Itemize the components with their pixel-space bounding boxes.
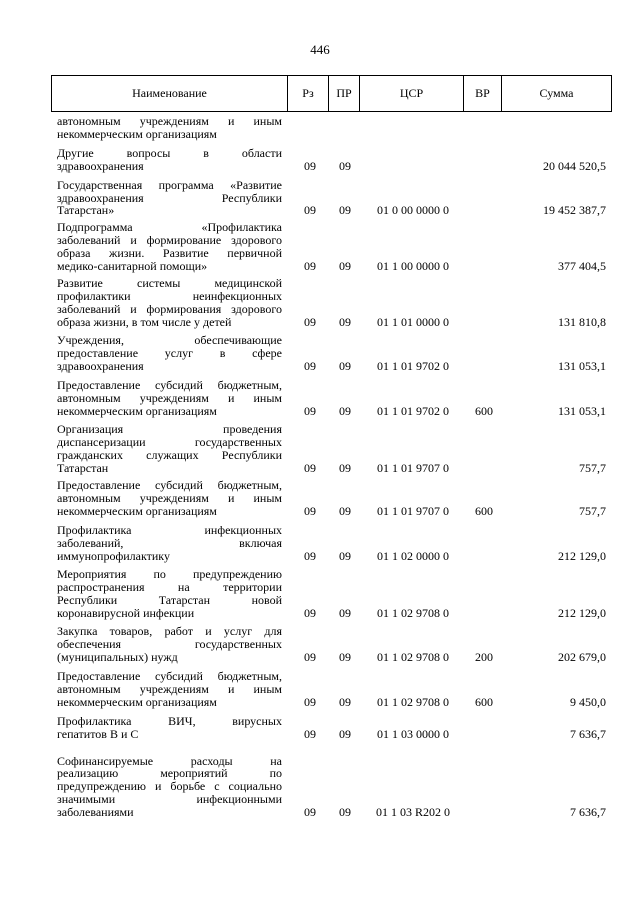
header-sum: Сумма bbox=[502, 76, 612, 112]
row-name-line: коронавирусной инфекции bbox=[57, 605, 195, 620]
row-name-line: значимыми инфекционными bbox=[57, 792, 282, 807]
row-sum: 131 053,1 bbox=[558, 359, 606, 374]
row-name bbox=[57, 524, 282, 563]
row-csr: 01 1 02 9708 0 bbox=[377, 605, 449, 620]
table-row bbox=[0, 217, 640, 273]
row-pr: 09 bbox=[339, 694, 351, 709]
row-name bbox=[57, 568, 282, 620]
row-pr: 09 bbox=[339, 460, 351, 475]
row-name bbox=[57, 625, 282, 664]
row-name bbox=[57, 670, 282, 709]
row-name-line: автономным учреждениям и иным bbox=[57, 682, 282, 696]
row-name-line: образа жизни. Развитие первичной bbox=[57, 246, 282, 261]
header-csr: ЦСР bbox=[360, 76, 464, 112]
row-name-line: иммунопрофилактику bbox=[57, 548, 170, 563]
row-sum: 212 129,0 bbox=[558, 605, 606, 620]
row-sum: 377 404,5 bbox=[558, 258, 606, 273]
row-name-line: Другие вопросы в области bbox=[57, 145, 282, 160]
row-vr: 600 bbox=[475, 403, 493, 418]
row-sum: 19 452 387,7 bbox=[543, 203, 606, 218]
row-rz: 09 bbox=[304, 650, 316, 665]
row-name-line: Профилактика ВИЧ, вирусных bbox=[57, 713, 282, 728]
row-name-line: Государственная программа «Развитие bbox=[57, 177, 282, 192]
table-row bbox=[0, 173, 640, 218]
row-sum: 131 810,8 bbox=[558, 314, 606, 329]
table-row bbox=[0, 141, 640, 173]
row-sum: 757,7 bbox=[579, 460, 606, 475]
row-name-line: Подпрограмма «Профилактика bbox=[57, 220, 282, 235]
row-name bbox=[57, 423, 282, 475]
row-name-line: Республики Татарстан новой bbox=[57, 592, 282, 607]
row-name-line: здравоохранения bbox=[57, 359, 144, 374]
row-name-line: Софинансируемые расходы на bbox=[57, 753, 282, 768]
row-name-line: реализацию мероприятий по bbox=[57, 766, 282, 781]
row-rz: 09 bbox=[304, 548, 316, 563]
row-sum: 131 053,1 bbox=[558, 403, 606, 418]
row-pr: 09 bbox=[339, 650, 351, 665]
table-row bbox=[0, 474, 640, 518]
row-csr: 01 0 00 0000 0 bbox=[377, 203, 449, 218]
header-rz: Рз bbox=[288, 76, 329, 112]
row-vr: 200 bbox=[475, 650, 493, 665]
table-row bbox=[0, 741, 640, 820]
table-header bbox=[51, 75, 612, 112]
row-name-line: автономным учреждениям и иным bbox=[57, 391, 282, 406]
row-csr: 01 1 02 9708 0 bbox=[377, 694, 449, 709]
header-name: Наименование bbox=[52, 76, 288, 112]
row-name-line: Организация проведения bbox=[57, 421, 282, 436]
row-name bbox=[57, 179, 282, 218]
row-name-line: образа жизни, в том числе у детей bbox=[57, 314, 232, 329]
row-csr: 01 1 03 R202 0 bbox=[375, 805, 450, 820]
row-pr: 09 bbox=[339, 403, 351, 418]
row-name-line: медико-санитарной помощи» bbox=[57, 259, 208, 273]
row-pr: 09 bbox=[339, 504, 351, 519]
table-row bbox=[0, 619, 640, 664]
row-name bbox=[57, 755, 282, 820]
row-name-line: заболеваний и формирования здорового bbox=[57, 301, 282, 316]
row-rz: 09 bbox=[304, 359, 316, 374]
row-rz: 09 bbox=[304, 694, 316, 709]
row-sum: 20 044 520,5 bbox=[543, 158, 606, 173]
row-name-line: диспансеризации государственных bbox=[57, 434, 282, 449]
row-name-line: гепатитов В и С bbox=[57, 726, 139, 741]
row-name-line: обеспечения государственных bbox=[57, 637, 282, 652]
row-name-line: Татарстан» bbox=[57, 203, 115, 218]
row-name-line: здравоохранения bbox=[57, 158, 144, 173]
row-name bbox=[57, 715, 282, 741]
row-name-line: автономным учреждениям и иным bbox=[57, 114, 282, 128]
row-pr: 09 bbox=[339, 258, 351, 273]
row-rz: 09 bbox=[304, 403, 316, 418]
header-pr: ПР bbox=[329, 76, 360, 112]
row-pr: 09 bbox=[339, 158, 351, 173]
row-name bbox=[57, 479, 282, 518]
row-name bbox=[57, 115, 282, 141]
row-name bbox=[57, 147, 282, 173]
row-pr: 09 bbox=[339, 203, 351, 218]
row-sum: 212 129,0 bbox=[558, 548, 606, 563]
row-csr: 01 1 02 0000 0 bbox=[377, 548, 449, 563]
row-csr: 01 1 03 0000 0 bbox=[377, 726, 449, 741]
row-name-line: заболеваниями bbox=[57, 805, 134, 820]
row-name-line: заболеваний и формирование здорового bbox=[57, 233, 282, 248]
row-name bbox=[57, 221, 282, 273]
row-sum: 7 636,7 bbox=[570, 726, 606, 741]
row-rz: 09 bbox=[304, 158, 316, 173]
row-rz: 09 bbox=[304, 460, 316, 475]
row-name bbox=[57, 277, 282, 329]
row-csr: 01 1 01 9707 0 bbox=[377, 460, 449, 475]
table-row bbox=[0, 518, 640, 563]
table-row bbox=[0, 709, 640, 741]
budget-rows bbox=[0, 115, 640, 819]
row-name-line: Предоставление субсидий бюджетным, bbox=[57, 378, 282, 393]
row-csr: 01 1 00 0000 0 bbox=[377, 258, 449, 273]
row-csr: 01 1 02 9708 0 bbox=[377, 650, 449, 665]
table-row bbox=[0, 664, 640, 709]
row-name-line: здравоохранения Республики bbox=[57, 190, 282, 205]
row-sum: 202 679,0 bbox=[558, 650, 606, 665]
row-rz: 09 bbox=[304, 605, 316, 620]
table-row bbox=[0, 418, 640, 475]
row-vr: 600 bbox=[475, 694, 493, 709]
table-row bbox=[0, 115, 640, 141]
row-sum: 757,7 bbox=[579, 504, 606, 519]
row-name-line: некоммерческим организациям bbox=[57, 504, 217, 519]
row-rz: 09 bbox=[304, 504, 316, 519]
row-name-line: Закупка товаров, работ и услуг для bbox=[57, 624, 282, 639]
row-name bbox=[57, 379, 282, 418]
row-pr: 09 bbox=[339, 359, 351, 374]
row-csr: 01 1 01 0000 0 bbox=[377, 314, 449, 329]
table-row bbox=[0, 273, 640, 329]
row-name bbox=[57, 334, 282, 373]
row-name-line: Учреждения, обеспечивающие bbox=[57, 333, 282, 348]
table-row bbox=[0, 373, 640, 418]
row-name-line: Татарстан bbox=[57, 460, 109, 475]
row-name-line: Профилактика инфекционных bbox=[57, 523, 282, 538]
row-name-line: Предоставление субсидий бюджетным, bbox=[57, 478, 282, 493]
row-rz: 09 bbox=[304, 314, 316, 329]
row-csr: 01 1 01 9702 0 bbox=[377, 403, 449, 418]
row-name-line: профилактики неинфекционных bbox=[57, 288, 282, 303]
table-row bbox=[0, 328, 640, 373]
row-name-line: предоставление услуг в сфере bbox=[57, 346, 282, 361]
row-name-line: заболеваний, включая bbox=[57, 536, 282, 551]
row-pr: 09 bbox=[339, 605, 351, 620]
row-name-line: некоммерческим организациям bbox=[57, 694, 217, 709]
row-sum: 7 636,7 bbox=[570, 805, 606, 820]
row-name-line: автономным учреждениям и иным bbox=[57, 491, 282, 506]
row-vr: 600 bbox=[475, 504, 493, 519]
row-name-line: Предоставление субсидий бюджетным, bbox=[57, 669, 282, 684]
page-number: 446 bbox=[310, 42, 330, 57]
row-sum: 9 450,0 bbox=[570, 694, 606, 709]
row-name-line: некоммерческим организациям bbox=[57, 403, 217, 418]
row-pr: 09 bbox=[339, 548, 351, 563]
row-name-line: предупреждению и борьбе с социально bbox=[57, 779, 282, 794]
row-pr: 09 bbox=[339, 726, 351, 741]
row-name-line: некоммерческим организациям bbox=[57, 126, 217, 141]
row-name-line: распространения на территории bbox=[57, 579, 282, 594]
row-pr: 09 bbox=[339, 314, 351, 329]
row-rz: 09 bbox=[304, 805, 316, 820]
row-csr: 01 1 01 9707 0 bbox=[377, 504, 449, 519]
row-pr: 09 bbox=[339, 805, 351, 820]
header-vr: ВР bbox=[464, 76, 502, 112]
row-csr: 01 1 01 9702 0 bbox=[377, 359, 449, 374]
row-rz: 09 bbox=[304, 203, 316, 218]
row-name-line: Мероприятия по предупреждению bbox=[57, 566, 282, 581]
row-name-line: Развитие системы медицинской bbox=[57, 275, 282, 290]
row-rz: 09 bbox=[304, 258, 316, 273]
row-name-line: гражданских служащих Республики bbox=[57, 447, 282, 462]
row-rz: 09 bbox=[304, 726, 316, 741]
row-name-line: (муниципальных) нужд bbox=[57, 650, 178, 665]
table-row bbox=[0, 563, 640, 620]
